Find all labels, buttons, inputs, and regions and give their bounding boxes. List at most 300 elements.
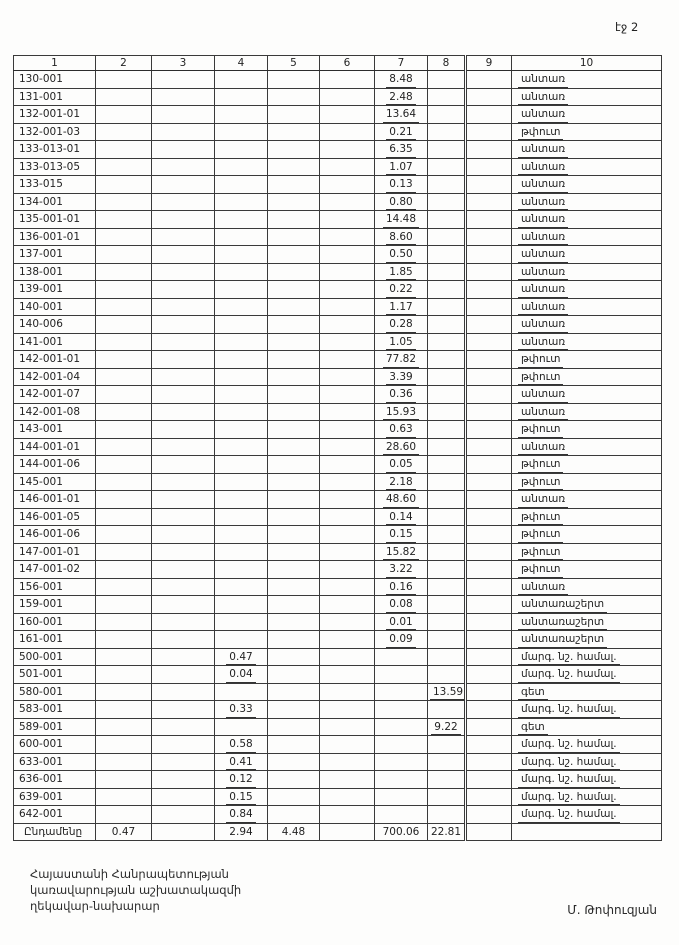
cell-value: մարգ. նշ. համալ. [518,756,620,770]
table-row [14,736,662,754]
table-row [14,491,662,509]
table-row [14,578,662,596]
table-cell [268,736,320,754]
table-cell [268,386,320,404]
cell-value: անտառ [518,406,568,420]
table-cell [268,771,320,789]
table-cell [14,491,96,509]
table-cell [215,158,268,176]
cell-value: անտառ [518,441,568,455]
cell-value: 144-001-06 [19,458,81,471]
table-cell [320,666,375,684]
cell-value: 135-001-01 [19,213,81,226]
table-cell [375,823,428,841]
table-row [14,473,662,491]
table-cell [14,211,96,229]
cell-value: 132-001-03 [19,125,81,138]
table-cell [152,193,215,211]
table-cell [268,701,320,719]
table-cell [375,123,428,141]
table-cell [215,386,268,404]
cell-value: 140-001 [19,300,63,313]
table-cell [320,491,375,509]
table-cell [215,456,268,474]
table-cell [466,736,512,754]
table-cell [428,788,466,806]
table-cell [14,438,96,456]
column-header: 4 [215,56,268,71]
table-cell [466,421,512,439]
table-cell [466,508,512,526]
cell-value: թփուտ [518,126,563,140]
table-cell [428,736,466,754]
table-cell [268,561,320,579]
table-row [14,333,662,351]
table-cell [14,158,96,176]
cell-value: 142-001-08 [19,405,81,418]
table-row [14,543,662,561]
table-cell [96,193,152,211]
table-cell [268,473,320,491]
table-cell [152,316,215,334]
cell-value: անտառ [518,248,568,262]
table-cell [96,438,152,456]
table-row [14,386,662,404]
table-cell [320,158,375,176]
table-cell [375,141,428,159]
table-cell [428,228,466,246]
table-cell [96,298,152,316]
table-cell [268,176,320,194]
table-cell [428,753,466,771]
table-row [14,771,662,789]
table-cell [215,701,268,719]
table-cell [14,106,96,124]
table-row [14,526,662,544]
table-cell [512,508,662,526]
table-cell [96,386,152,404]
cell-value: 6.35 [386,143,415,157]
table-row [14,666,662,684]
cell-value: 14.48 [383,213,419,227]
table-cell [152,456,215,474]
table-cell [215,71,268,89]
table-row [14,718,662,736]
table-cell [96,368,152,386]
table-cell [512,141,662,159]
table-row [14,88,662,106]
table-cell [96,403,152,421]
table-cell [512,263,662,281]
issuer-line-2: կառավարության աշխատակազմի [30,883,242,897]
table-cell [466,648,512,666]
table-cell [375,666,428,684]
table-cell [428,771,466,789]
table-cell [152,351,215,369]
table-cell [152,491,215,509]
table-cell [152,631,215,649]
table-row [14,316,662,334]
signature: Մ. Թոփուզյան [567,903,657,917]
cell-value: 639-001 [19,790,63,803]
table-cell [512,596,662,614]
table-cell [14,543,96,561]
table-cell [215,613,268,631]
table-cell [152,683,215,701]
table-cell [152,526,215,544]
cell-value: 0.63 [386,423,415,437]
table-cell [96,683,152,701]
table-cell [14,281,96,299]
table-cell [320,596,375,614]
table-cell [375,508,428,526]
table-cell [152,701,215,719]
table-cell [512,788,662,806]
cell-value: անտառ [518,336,568,350]
table-cell [96,123,152,141]
cell-value: 633-001 [19,755,63,768]
table-cell [96,596,152,614]
column-header: 5 [268,56,320,71]
cell-value: անտառ [518,91,568,105]
table-row [14,246,662,264]
cell-value: 160-001 [19,615,63,628]
cell-value: անտառ [518,73,568,87]
table-cell [215,368,268,386]
table-cell [466,88,512,106]
table-cell [152,736,215,754]
table-cell [512,491,662,509]
cell-value: 1.17 [386,301,415,315]
column-header: 2 [96,56,152,71]
table-cell [215,631,268,649]
table-cell [466,596,512,614]
table-cell [96,71,152,89]
cell-value: 138-001 [19,265,63,278]
table-cell [320,141,375,159]
table-cell [14,228,96,246]
table-cell [428,718,466,736]
table-row [14,508,662,526]
table-cell [512,736,662,754]
table-cell [152,648,215,666]
table-row [14,193,662,211]
cell-value: 0.21 [386,126,415,140]
table-cell [215,508,268,526]
table-cell [268,351,320,369]
cell-value: գետ [518,721,548,735]
table-cell [512,316,662,334]
table-cell [512,823,662,841]
table-cell [466,823,512,841]
table-cell [428,123,466,141]
table-cell [466,333,512,351]
cell-value: 700.06 [382,825,420,838]
cell-value: թփուտ [518,423,563,437]
table-cell [96,246,152,264]
table-row [14,753,662,771]
table-cell [215,823,268,841]
cell-value: 0.22 [386,283,415,297]
table-cell [152,263,215,281]
cell-value: 133-015 [19,178,63,191]
table-cell [14,666,96,684]
table-cell [152,421,215,439]
table-row [14,683,662,701]
page-number: էջ 2 [615,20,639,34]
table-cell [428,613,466,631]
table-cell [96,806,152,824]
table-cell [96,228,152,246]
table-cell [512,771,662,789]
table-cell [96,543,152,561]
table-cell [375,333,428,351]
table-cell [215,438,268,456]
table-cell [14,771,96,789]
table-cell [320,648,375,666]
table-cell [152,753,215,771]
table-cell [215,771,268,789]
cell-value: անտառ [518,178,568,192]
table-cell [375,281,428,299]
table-cell [375,631,428,649]
table-cell [215,246,268,264]
cell-value: 145-001 [19,475,63,488]
table-cell [14,421,96,439]
table-cell [215,753,268,771]
table-cell [96,561,152,579]
table-row [14,403,662,421]
table-cell [215,228,268,246]
table-cell [96,771,152,789]
cell-value: մարգ. նշ. համալ. [518,791,620,805]
table-cell [268,613,320,631]
table-row [14,596,662,614]
table-cell [14,386,96,404]
table-cell [320,193,375,211]
table-cell [96,106,152,124]
table-cell [268,753,320,771]
cell-value: թփուտ [518,458,563,472]
table-cell [268,71,320,89]
issuer-line-1: Հայաստանի Հանրապետության [30,867,229,881]
table-cell [320,543,375,561]
table-cell [466,316,512,334]
table-cell [215,176,268,194]
table-cell [512,88,662,106]
table-row [14,158,662,176]
cell-value: 0.84 [226,808,255,822]
cell-value: գետ [518,686,548,700]
table-cell [320,701,375,719]
table-cell [428,281,466,299]
table-cell [268,88,320,106]
cell-value: մարգ. նշ. համալ. [518,738,620,752]
table-cell [512,613,662,631]
cell-value: 0.28 [386,318,415,332]
table-cell [14,333,96,351]
table-cell [215,141,268,159]
table-cell [375,473,428,491]
table-row [14,106,662,124]
table-cell [14,71,96,89]
table-cell [268,666,320,684]
table-cell [215,298,268,316]
cell-value: 2.48 [386,91,415,105]
table-cell [320,683,375,701]
table-cell [375,806,428,824]
cell-value: 15.82 [383,546,419,560]
table-cell [268,456,320,474]
cell-value: 0.09 [386,633,415,647]
table-cell [512,631,662,649]
table-cell [14,176,96,194]
table-row [14,281,662,299]
table-cell [14,631,96,649]
table-cell [375,263,428,281]
table-row [14,648,662,666]
table-row [14,263,662,281]
table-cell [215,473,268,491]
cell-value: 13.64 [383,108,419,122]
table-cell [428,438,466,456]
table-cell [14,316,96,334]
column-header: 6 [320,56,375,71]
table-cell [268,823,320,841]
cell-value: մարգ. նշ. համալ. [518,808,620,822]
table-cell [215,421,268,439]
table-cell [375,491,428,509]
table-cell [466,298,512,316]
table-cell [215,666,268,684]
table-cell [14,263,96,281]
table-row [14,141,662,159]
cell-value: 1.07 [386,161,415,175]
table-cell [96,333,152,351]
cell-value: 3.22 [386,563,415,577]
table-cell [320,578,375,596]
cell-value: 137-001 [19,248,63,261]
table-row [14,561,662,579]
table-cell [428,333,466,351]
table-row [14,421,662,439]
cell-value: 0.50 [386,248,415,262]
table-cell [320,473,375,491]
table-cell [512,578,662,596]
cell-value: 2.94 [229,825,253,838]
table-cell [512,648,662,666]
table-cell [512,806,662,824]
table-cell [512,333,662,351]
table-cell [152,123,215,141]
table-cell [96,456,152,474]
table-cell [268,421,320,439]
table-cell [466,806,512,824]
table-cell [375,298,428,316]
table-cell [320,753,375,771]
cell-value: 28.60 [383,441,419,455]
table-cell [96,263,152,281]
table-row [14,176,662,194]
table-cell [466,211,512,229]
cell-value: 144-001-01 [19,440,81,453]
table-cell [14,246,96,264]
table-cell [428,683,466,701]
table-cell [268,578,320,596]
table-cell [375,386,428,404]
table-cell [375,561,428,579]
table-cell [466,561,512,579]
table-cell [512,701,662,719]
table-cell [428,158,466,176]
column-header: 8 [428,56,466,71]
table-cell [428,666,466,684]
cell-value: 0.04 [226,668,255,682]
cell-value: 139-001 [19,283,63,296]
table-cell [320,788,375,806]
table-cell [466,403,512,421]
table-cell [428,316,466,334]
cell-value: 13.59 [430,686,466,700]
table-cell [466,386,512,404]
table-cell [14,753,96,771]
table-cell [512,666,662,684]
table-cell [14,718,96,736]
table-cell [152,596,215,614]
cell-value: 136-001-01 [19,230,81,243]
table-cell [268,141,320,159]
table-cell [428,298,466,316]
table-cell [152,438,215,456]
table-cell [268,316,320,334]
table-cell [466,456,512,474]
cell-value: 130-001 [19,73,63,86]
cell-value: 131-001 [19,90,63,103]
issuer-block [30,866,241,914]
table-cell [428,701,466,719]
table-cell [215,561,268,579]
table-cell [14,508,96,526]
table-cell [375,421,428,439]
table-cell [215,526,268,544]
table-cell [268,298,320,316]
cell-value: 0.47 [226,651,255,665]
table-cell [268,263,320,281]
table-cell [466,368,512,386]
table-cell [428,106,466,124]
table-cell [320,403,375,421]
table-cell [96,718,152,736]
table-cell [320,771,375,789]
table-cell [96,701,152,719]
cell-value: 0.47 [111,825,136,838]
cell-value: մարգ. նշ. համալ. [518,773,620,787]
cell-value: անտառ [518,213,568,227]
table-cell [215,281,268,299]
table-cell [466,193,512,211]
table-cell [14,701,96,719]
cell-value: 48.60 [383,493,419,507]
cell-value: 0.15 [386,528,415,542]
table-cell [268,683,320,701]
table-cell [466,753,512,771]
table-cell [375,578,428,596]
table-cell [375,351,428,369]
cell-value: անտառ [518,108,568,122]
table-cell [375,88,428,106]
table-cell [428,403,466,421]
table-cell [96,141,152,159]
